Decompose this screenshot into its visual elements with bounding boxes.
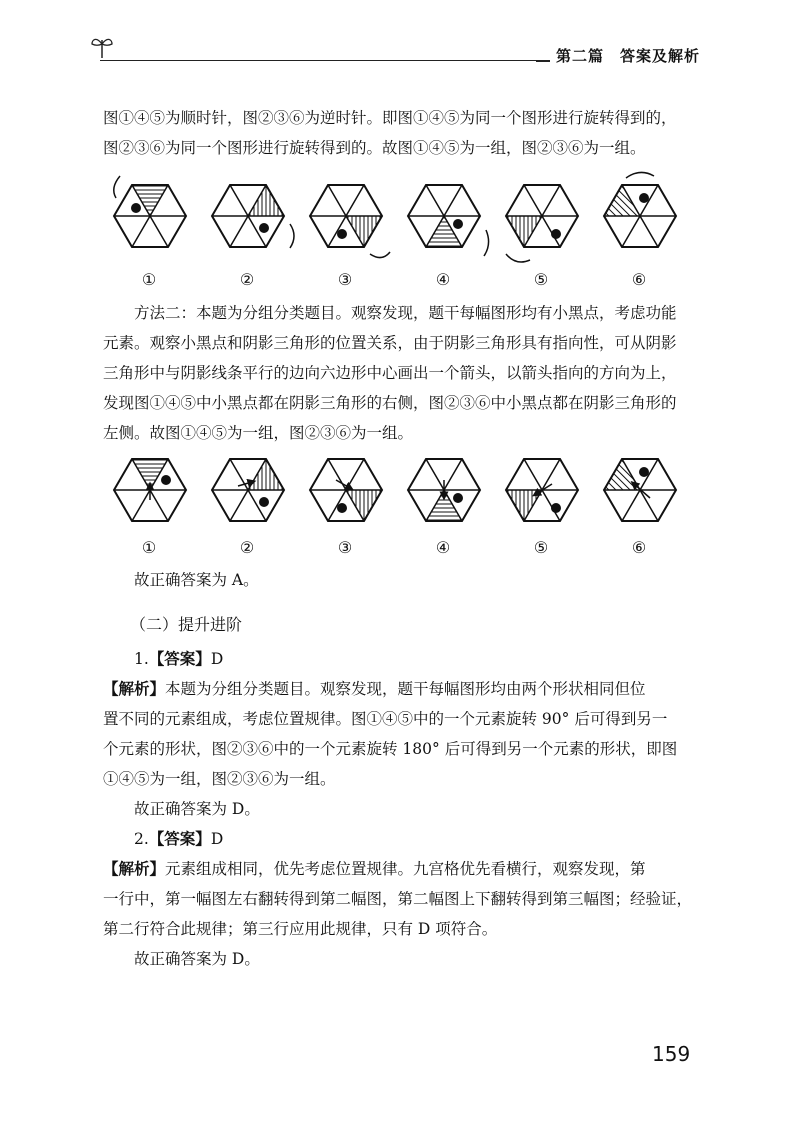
q2-answer-line	[103, 824, 693, 854]
fig2-label-6: ⑥	[631, 538, 647, 557]
fig2-label-1: ①	[141, 538, 157, 557]
fig1-label-6: ⑥	[631, 270, 647, 289]
method2-line1: 方法二：本题为分组分类题目。观察发现，题干每幅图形均有小黑点，考虑功能	[134, 304, 677, 322]
para1-line1: 图①④⑤为顺时针，图②③⑥为逆时针。即图①④⑤为同一个图形进行旋转得到的，	[103, 109, 677, 127]
q2-explain-line2: 一行中，第一幅图左右翻转得到第二幅图，第二幅图上下翻转得到第三幅图；经验证，	[103, 890, 693, 908]
figure-row-2	[100, 445, 700, 535]
q1-final: 故正确答案为 D。	[134, 800, 260, 818]
q2-answer-value: D	[210, 830, 224, 848]
q2-explain-tag: 【解析】	[103, 860, 166, 878]
answer-a: 故正确答案为 A。	[134, 571, 259, 589]
method2-line3: 三角形中与阴影线条平行的边向六边形中心画出一个箭头，以箭头指向的方向为上，	[103, 364, 677, 382]
q1-explain-text1: 本题为分组分类题目。观察发现，题干每幅图形均由两个形状相同但位	[165, 680, 646, 698]
q1-explain-line4: ①④⑤为一组，图②③⑥为一组。	[103, 770, 336, 788]
q1-answer-tag: 【答案】	[148, 650, 211, 668]
q2-explain-line1	[103, 854, 693, 884]
q1-answer-line	[103, 644, 693, 674]
q2-number: 2.	[134, 830, 149, 848]
fig1-label-2: ②	[239, 270, 255, 289]
q1-explain-line2: 置不同的元素组成，考虑位置规律。图①④⑤中的一个元素旋转 90° 后可得到另一	[103, 710, 668, 728]
fig2-label-5: ⑤	[533, 538, 549, 557]
header-rule	[100, 60, 536, 61]
method2-line5: 左侧。故图①④⑤为一组，图②③⑥为一组。	[103, 424, 414, 442]
q1-explain-line3: 个元素的形状，图②③⑥中的一个元素旋转 180° 后可得到另一个元素的形状，即图	[103, 740, 678, 758]
q2-explain-line3: 第二行符合此规律；第三行应用此规律，只有 D 项符合。	[103, 920, 498, 938]
method2-line4: 发现图①④⑤中小黑点都在阴影三角形的右侧，图②③⑥中小黑点都在阴影三角形的	[103, 394, 677, 412]
q1-explain-tag: 【解析】	[103, 680, 166, 698]
q2-answer-tag: 【答案】	[148, 830, 211, 848]
fig1-label-3: ③	[337, 270, 353, 289]
q1-answer-value: D	[210, 650, 224, 668]
fig1-label-1: ①	[141, 270, 157, 289]
section-header: 第二篇 答案及解析	[556, 47, 701, 65]
header-rule-accent	[536, 60, 550, 62]
para1-line2: 图②③⑥为同一个图形进行旋转得到的。故图①④⑤为一组，图②③⑥为一组。	[103, 139, 646, 157]
q2-final: 故正确答案为 D。	[134, 950, 260, 968]
fig1-label-5: ⑤	[533, 270, 549, 289]
figure-row-1	[100, 168, 700, 263]
section-title: （二）提升进阶	[130, 615, 243, 634]
q1-number: 1.	[134, 650, 149, 668]
page-number: 159	[652, 1042, 691, 1066]
fig2-label-4: ④	[435, 538, 451, 557]
q2-explain-text1: 元素组成相同，优先考虑位置规律。九宫格优先看横行，观察发现，第	[165, 860, 646, 878]
fig2-label-3: ③	[337, 538, 353, 557]
fig2-label-2: ②	[239, 538, 255, 557]
method2-line2: 元素。观察小黑点和阴影三角形的位置关系，由于阴影三角形具有指向性，可从阴影	[103, 334, 677, 352]
fig1-label-4: ④	[435, 270, 451, 289]
leaf-icon	[90, 32, 114, 60]
q1-explain-line1	[103, 674, 693, 704]
